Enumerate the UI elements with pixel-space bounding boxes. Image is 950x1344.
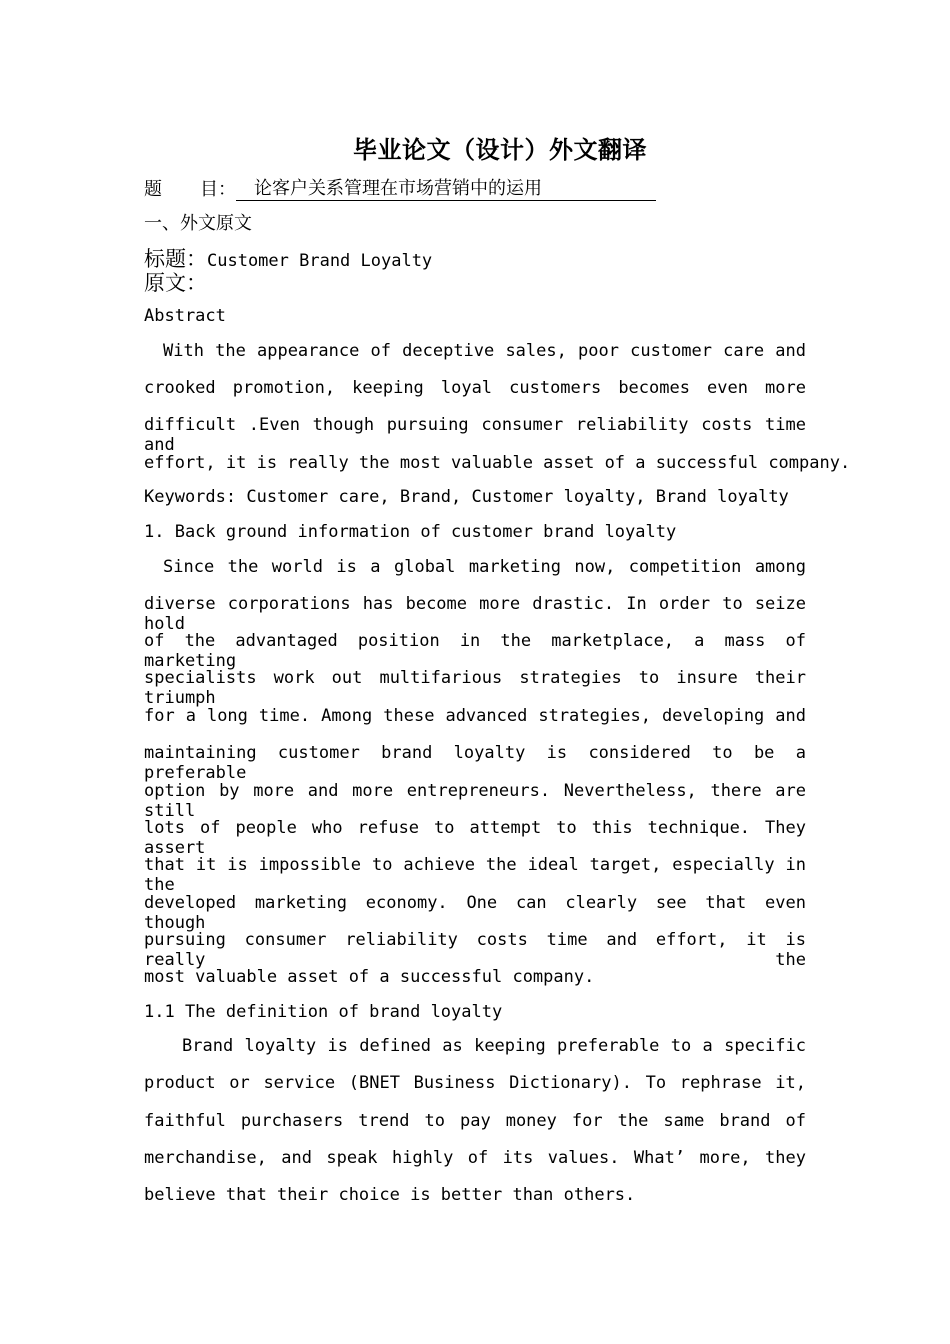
body-line: lots of people who refuse to attempt to this technique. They assert xyxy=(144,818,806,858)
body-line: effort, it is really the most valuable asset of a successful company. xyxy=(144,453,851,473)
body-line: product or service (BNET Business Dictionary). To rephrase it, xyxy=(144,1073,806,1093)
body-line: difficult .Even though pursuing consumer reliability costs time and xyxy=(144,415,806,455)
body-line: faithful purchasers trend to pay money for the same brand of xyxy=(144,1111,806,1131)
body-line: With the appearance of deceptive sales, poor customer care and xyxy=(163,341,806,361)
subject-label-char2: 目： xyxy=(200,179,236,200)
subject-value: 论客户关系管理在市场营销中的运用 xyxy=(236,178,656,201)
body-line: of the advantaged position in the marketplace, a mass of marketing xyxy=(144,631,806,671)
body-line: diverse corporations has become more drastic. In order to seize hold xyxy=(144,594,806,634)
body-line: Brand loyalty is defined as keeping preferable to a specific xyxy=(182,1036,806,1056)
subject-label-char1: 题 xyxy=(144,179,162,200)
body-line: pursuing consumer reliability costs time and effort, it is really the xyxy=(144,930,806,970)
section-1-1-heading: 1.1 The definition of brand loyalty xyxy=(144,1002,503,1022)
section-heading: 一、外文原文 xyxy=(144,213,252,234)
section-1-heading: 1. Back ground information of customer brand loyalty xyxy=(144,522,677,542)
keywords-line: Keywords: Customer care, Brand, Customer loyalty, Brand loyalty xyxy=(144,487,789,507)
subject-line xyxy=(144,175,656,201)
abstract-heading: Abstract xyxy=(144,306,226,326)
body-line: maintaining customer brand loyalty is considered to be a preferable xyxy=(144,743,806,783)
article-title-label: 标题： xyxy=(144,247,207,271)
body-line: crooked promotion, keeping loyal customers becomes even more xyxy=(144,378,806,398)
body-line: believe that their choice is better than others. xyxy=(144,1185,636,1205)
body-line: option by more and more entrepreneurs. Nevertheless, there are still xyxy=(144,781,806,821)
body-line: for a long time. Among these advanced strategies, developing and xyxy=(144,706,806,726)
document-title: 毕业论文（设计）外文翻译 xyxy=(353,136,647,164)
body-line: most valuable asset of a successful company. xyxy=(144,967,595,987)
body-line: developed marketing economy. One can clearly see that even though xyxy=(144,893,806,933)
body-line: that it is impossible to achieve the ideal target, especially in the xyxy=(144,855,806,895)
body-line: merchandise, and speak highly of its values. What’ more, they xyxy=(144,1148,806,1168)
original-text-label: 原文： xyxy=(144,271,207,295)
body-line: specialists work out multifarious strategies to insure their triumph xyxy=(144,668,806,708)
body-line: Since the world is a global marketing now, competition among xyxy=(163,557,806,577)
article-title-value: Customer Brand Loyalty xyxy=(207,251,433,271)
